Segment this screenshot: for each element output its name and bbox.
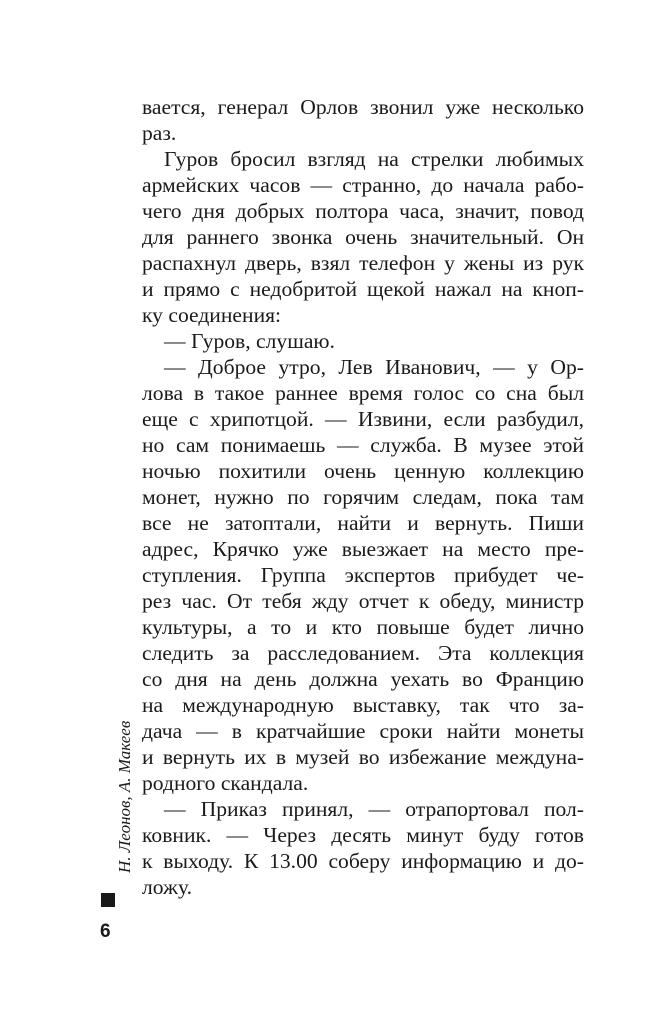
text-line: к выходу. К 13.00 соберу информацию и до- <box>142 849 584 873</box>
text-line: ку соединения: <box>142 303 282 327</box>
text-line: со дня на день должна уехать во Францию <box>142 667 584 691</box>
text-line: раз. <box>142 121 177 145</box>
text-line: адрес, Крячко уже выезжает на место пре- <box>142 537 584 561</box>
text-line: лова в такое раннее время голос со сна был <box>142 381 584 405</box>
section-marker <box>101 893 115 907</box>
text-line: культуры, а то и кто повыше будет лично <box>142 615 584 639</box>
text-line: еще с хрипотцой. — Извини, если разбудил, <box>142 407 584 431</box>
text-line: ковник. — Через десять минут буду готов <box>142 823 584 847</box>
running-header: Н. Леонов, А. Макеев <box>115 720 134 873</box>
text-line: распахнул дверь, взял телефон у жены из рук <box>142 251 584 275</box>
text-line: армейских часов — странно, до начала рабо- <box>142 173 584 197</box>
text-line: Гуров бросил взгляд на стрелки любимых <box>164 147 584 171</box>
text-line: чего дня добрых полтора часа, значит, повод <box>142 199 584 223</box>
text-line: все не затоптали, найти и вернуть. Пиши <box>142 511 584 535</box>
text-line: для раннего звонка очень значительный. Он <box>142 225 584 249</box>
text-line: следить за расследованием. Эта коллекция <box>142 641 584 665</box>
text-line: и вернуть их в музей во избежание междуна- <box>142 745 584 769</box>
text-line: и прямо с недобритой щекой нажал на кноп- <box>142 277 584 301</box>
text-line: на международную выставку, так что за- <box>142 693 584 717</box>
body-text <box>142 94 584 900</box>
text-line: ступления. Группа экспертов прибудет че- <box>142 563 584 587</box>
text-line: монет, нужно по горячим следам, пока там <box>142 485 584 509</box>
text-line: дача — в кратчайшие сроки найти монеты <box>142 719 584 743</box>
text-line: рез час. От тебя жду отчет к обеду, министр <box>142 589 584 613</box>
text-line: — Приказ принял, — отрапортовал пол- <box>164 797 584 821</box>
text-line: вается, генерал Орлов звонил уже несколько <box>142 95 584 119</box>
text-line: родного скандала. <box>142 771 309 795</box>
text-line: — Доброе утро, Лев Иванович, — у Ор- <box>164 355 584 379</box>
text-line: ночью похитили очень ценную коллекцию <box>142 459 584 483</box>
text-line: — Гуров, слушаю. <box>164 329 335 353</box>
text-line: ложу. <box>142 875 192 899</box>
page-number: 6 <box>100 921 111 942</box>
text-line: но сам понимаешь — служба. В музее этой <box>142 433 584 457</box>
